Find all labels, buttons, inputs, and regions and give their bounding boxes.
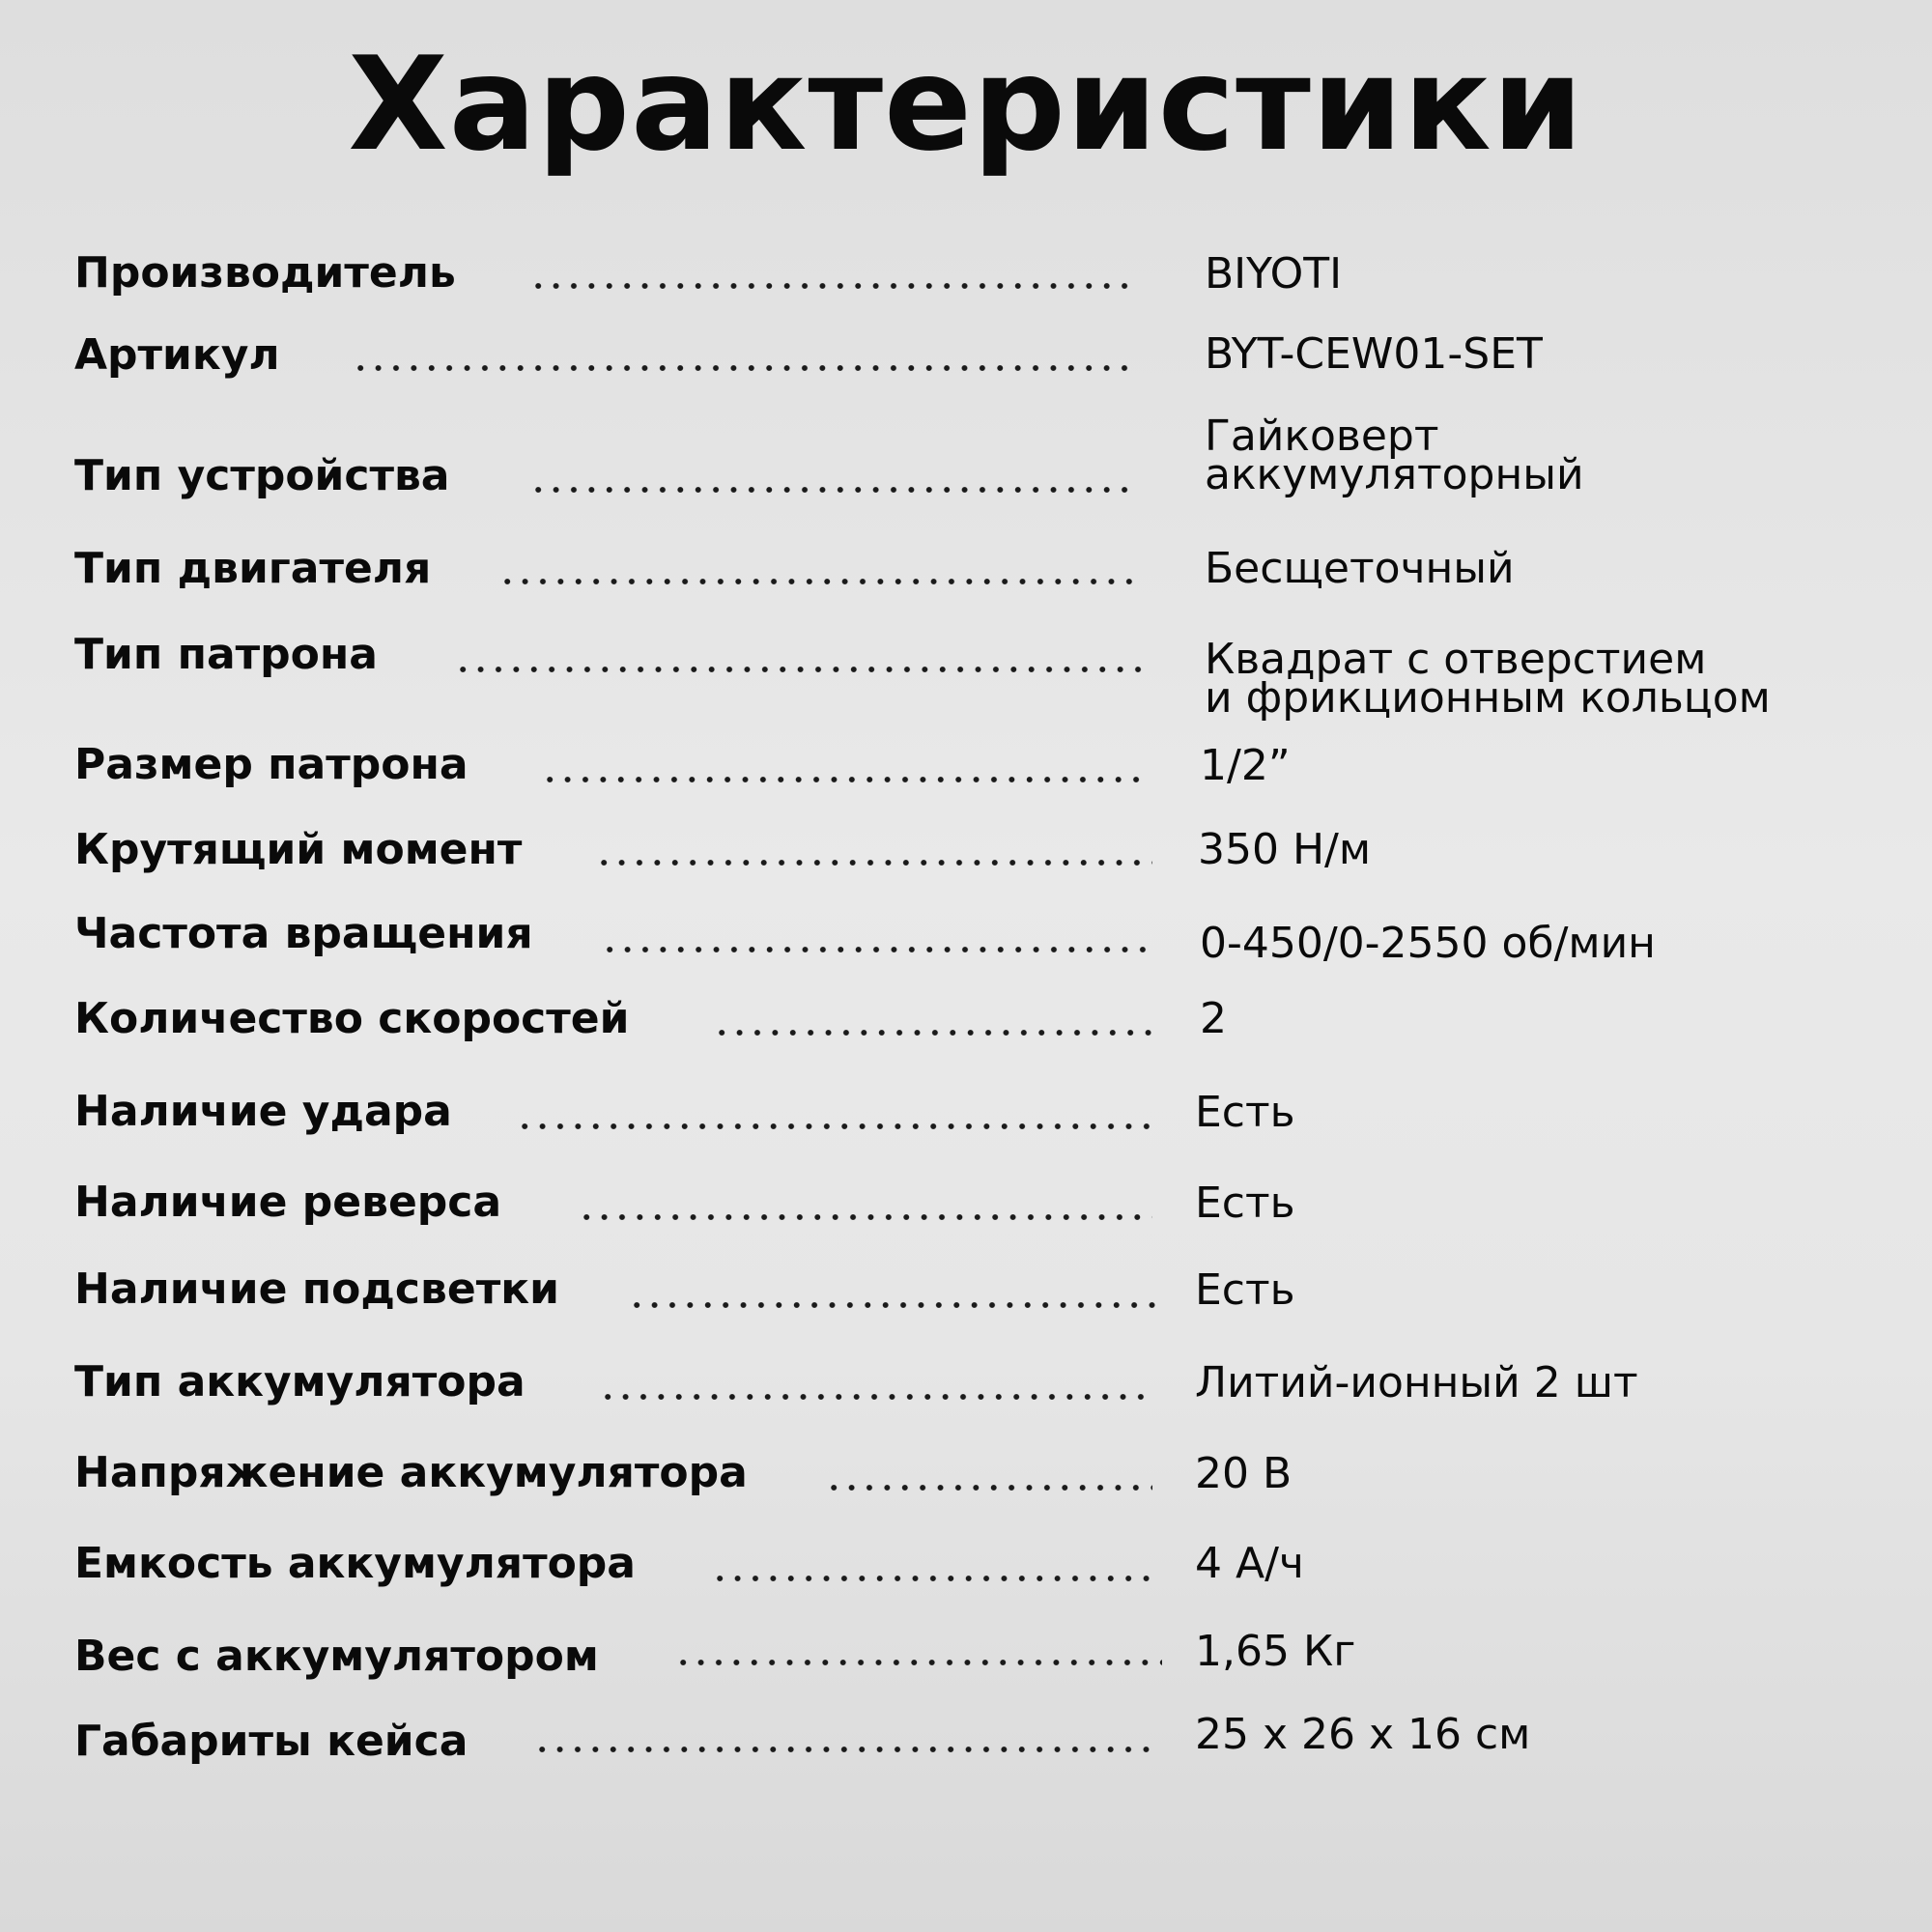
spec-label: Емкость аккумулятора xyxy=(74,1539,636,1588)
spec-label: Вес с аккумулятором xyxy=(74,1632,599,1681)
spec-value-line: 1/2” xyxy=(1200,741,1291,790)
spec-label: Тип устройства xyxy=(74,451,450,500)
dot-leader xyxy=(713,1027,1162,1038)
spec-value xyxy=(1195,1265,1295,1315)
spec-label: Производитель xyxy=(74,248,456,298)
spec-value xyxy=(1205,249,1343,298)
spec-value xyxy=(1200,741,1291,790)
spec-label: Частота вращения xyxy=(74,909,533,958)
spec-label: Артикул xyxy=(74,330,280,380)
dot-leader xyxy=(628,1299,1162,1311)
dot-leader xyxy=(529,280,1133,292)
dot-leader xyxy=(454,664,1143,675)
spec-value-line: Литий-ионный 2 шт xyxy=(1195,1358,1638,1407)
spec-value xyxy=(1198,825,1372,874)
dot-leader xyxy=(516,1121,1152,1132)
spec-value-line: Бесщеточный xyxy=(1205,544,1515,593)
dot-leader xyxy=(711,1573,1152,1584)
spec-value-line: аккумуляторный xyxy=(1205,450,1584,499)
spec-label: Напряжение аккумулятора xyxy=(74,1448,748,1497)
dot-leader xyxy=(599,1391,1152,1403)
spec-label: Тип аккумулятора xyxy=(74,1357,526,1406)
dot-leader xyxy=(595,857,1152,868)
spec-label: Размер патрона xyxy=(74,740,469,789)
spec-value-line: Квадрат с отверстием xyxy=(1205,635,1707,684)
dot-leader xyxy=(498,576,1143,587)
dot-leader xyxy=(825,1482,1152,1493)
spec-value xyxy=(1200,994,1227,1043)
spec-label: Наличие реверса xyxy=(74,1178,502,1227)
spec-value-line: Есть xyxy=(1195,1088,1295,1137)
spec-value xyxy=(1195,1627,1356,1676)
spec-value-line: BYT-CEW01-SET xyxy=(1205,329,1543,379)
spec-value-line: 4 А/ч xyxy=(1195,1539,1304,1588)
spec-label: Тип двигателя xyxy=(74,544,432,593)
spec-value-line: BIYOTI xyxy=(1205,249,1343,298)
spec-value xyxy=(1195,1358,1638,1407)
spec-value xyxy=(1205,635,1771,723)
spec-value xyxy=(1200,919,1656,968)
dot-leader xyxy=(578,1211,1152,1223)
spec-value xyxy=(1195,1539,1304,1588)
dot-leader xyxy=(601,944,1152,955)
spec-value-line: 2 xyxy=(1200,994,1227,1043)
spec-value-line: Гайковерт xyxy=(1205,412,1439,461)
spec-value-line: 0-450/0-2550 об/мин xyxy=(1200,919,1656,968)
spec-value-line: 350 Н/м xyxy=(1198,825,1372,874)
spec-value xyxy=(1205,329,1543,379)
dot-leader xyxy=(529,484,1133,496)
spec-value xyxy=(1205,544,1515,593)
spec-label: Крутящий момент xyxy=(74,825,523,874)
spec-label: Тип патрона xyxy=(74,630,378,679)
spec-value-line: 25 х 26 х 16 см xyxy=(1195,1710,1531,1759)
dot-leader xyxy=(541,774,1143,785)
spec-value xyxy=(1195,1179,1295,1228)
spec-value xyxy=(1195,1088,1295,1137)
spec-value xyxy=(1205,412,1584,499)
spec-value-line: 1,65 Кг xyxy=(1195,1627,1356,1676)
spec-value xyxy=(1195,1449,1293,1498)
spec-label: Наличие удара xyxy=(74,1087,452,1136)
spec-value-line: 20 В xyxy=(1195,1449,1293,1498)
spec-label: Габариты кейса xyxy=(74,1717,469,1766)
dot-leader xyxy=(533,1744,1152,1755)
spec-label: Количество скоростей xyxy=(74,994,630,1043)
page-title: Характеристики xyxy=(348,29,1584,180)
spec-value-line: Есть xyxy=(1195,1265,1295,1315)
dot-leader xyxy=(674,1657,1162,1668)
dot-leader xyxy=(352,362,1133,374)
spec-value-line: и фрикционным кольцом xyxy=(1205,673,1771,723)
spec-value-line: Есть xyxy=(1195,1179,1295,1228)
spec-label: Наличие подсветки xyxy=(74,1264,559,1314)
spec-value xyxy=(1195,1710,1531,1759)
